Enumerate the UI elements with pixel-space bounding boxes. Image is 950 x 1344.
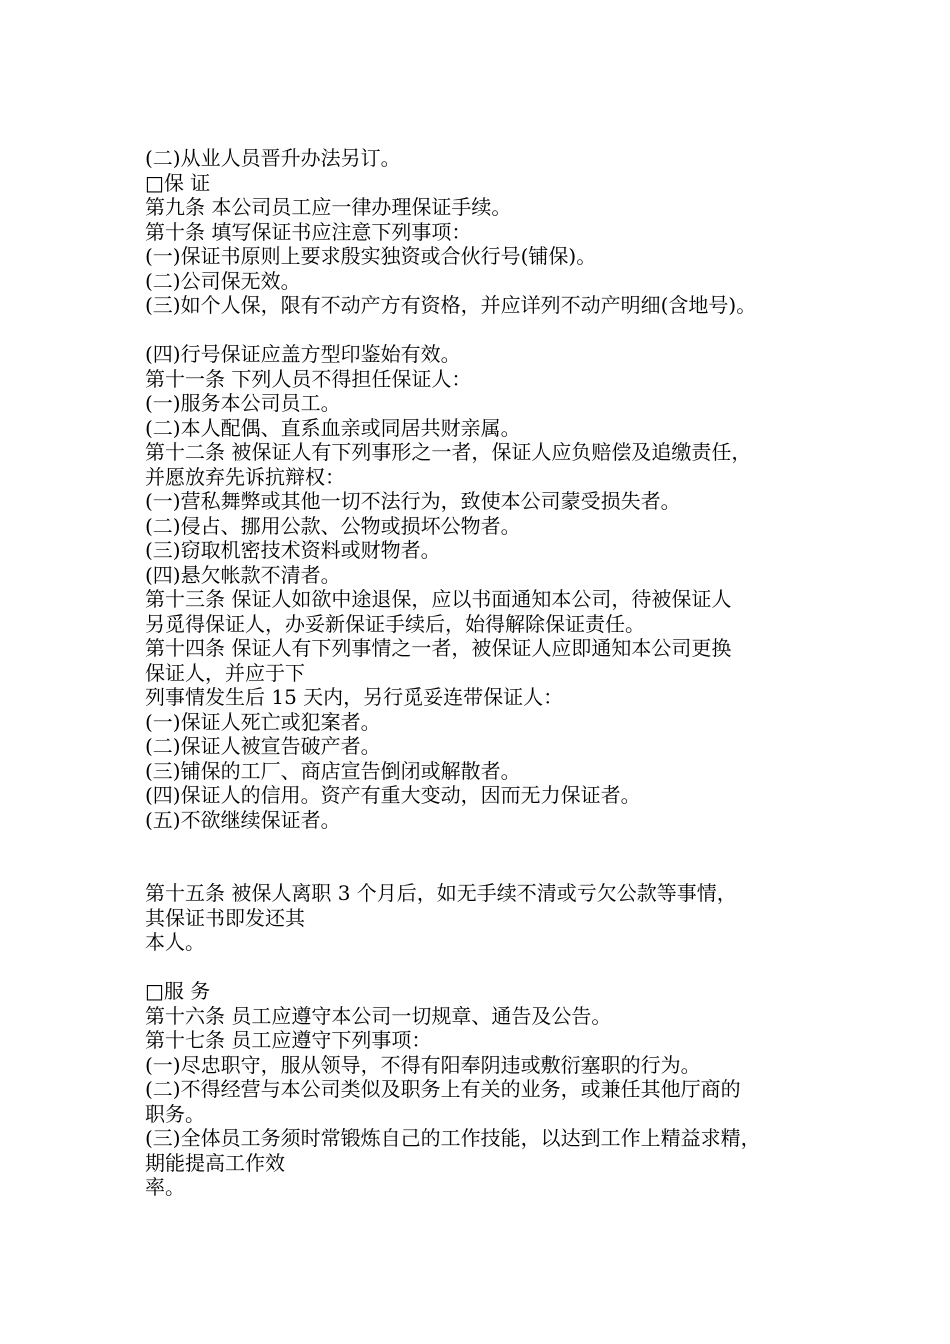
article-16: 第十六条 员工应遵守本公司一切规章、通告及公告。 (145, 1003, 612, 1028)
text-line: (四)悬欠帐款不清者。 (145, 562, 341, 587)
text-line: 率。 (145, 1175, 185, 1199)
text-line: (二)公司保无效。 (145, 268, 301, 293)
text-line: 期能提高工作效 (145, 1150, 285, 1175)
text-line: (二)侵占、挪用公款、公物或损坏公物者。 (145, 513, 521, 538)
text-line: 职务。 (145, 1101, 205, 1126)
text-line: (一)营私舞弊或其他一切不法行为，致使本公司蒙受损失者。 (145, 489, 681, 513)
text-line: 并愿放弃先诉抗辩权： (145, 464, 345, 489)
text-line: (二)保证人被宣告破产者。 (145, 734, 381, 758)
blank-line (145, 832, 835, 857)
text-line: 本人。 (145, 930, 205, 954)
article-17: 第十七条 员工应遵守下列事项： (145, 1028, 432, 1052)
article-10: 第十条 填写保证书应注意下列事项： (145, 219, 472, 244)
article-9: 第九条 本公司员工应一律办理保证手续。 (145, 195, 512, 219)
text-line: (二)不得经营与本公司类似及职务上有关的业务，或兼任其他厅商的 (145, 1077, 741, 1101)
text-line: (二)从业人员晋升办法另订。 (145, 146, 401, 170)
text-line: 其保证书即发还其 (145, 905, 305, 930)
text-line: 另觅得保证人，办妥新保证手续后，始得解除保证责任。 (145, 611, 645, 636)
text-line: (一)服务本公司员工。 (145, 391, 341, 415)
article-15: 第十五条 被保人离职 3 个月后，如无手续不清或亏欠公款等事情， (145, 881, 737, 905)
section-heading-guarantee: □保 证 (145, 170, 211, 195)
document-body (145, 146, 835, 1200)
text-line: (三)铺保的工厂、商店宣告倒闭或解散者。 (145, 758, 521, 783)
text-line: (五)不欲继续保证者。 (145, 807, 341, 832)
text-line: (一)保证人死亡或犯案者。 (145, 709, 381, 734)
article-13: 第十三条 保证人如欲中途退保，应以书面通知本公司，待被保证人 (145, 587, 732, 611)
text-line: (四)行号保证应盖方型印鉴始有效。 (145, 342, 461, 366)
text-line: 列事情发生后 15 天内，另行觅妥连带保证人： (145, 685, 564, 709)
blank-line (145, 857, 835, 882)
blank-line (145, 955, 835, 980)
article-11: 第十一条 下列人员不得担任保证人： (145, 366, 472, 391)
text-line: (三)如个人保，限有不动产方有资格，并应详列不动产明细(含地号)。 (145, 293, 757, 317)
article-12: 第十二条 被保证人有下列事形之一者，保证人应负赔偿及追缴责任， (145, 440, 752, 464)
text-line: (一)保证书原则上要求殷实独资或合伙行号(铺保)。 (145, 244, 597, 268)
text-line: (三)全体员工务须时常锻炼自己的工作技能，以达到工作上精益求精， (145, 1126, 761, 1150)
text-line: 保证人，并应于下 (145, 660, 305, 685)
text-line: (一)尽忠职守，服从领导，不得有阳奉阴违或敷衍塞职的行为。 (145, 1052, 701, 1077)
text-line: (三)窃取机密技术资料或财物者。 (145, 538, 441, 562)
section-heading-service: □服 务 (145, 979, 211, 1003)
text-line: (二)本人配偶、直系血亲或同居共财亲属。 (145, 415, 521, 440)
blank-line (145, 318, 835, 343)
article-14: 第十四条 保证人有下列事情之一者，被保证人应即通知本公司更换 (145, 636, 732, 660)
text-line: (四)保证人的信用。资产有重大变动，因而无力保证者。 (145, 783, 641, 807)
